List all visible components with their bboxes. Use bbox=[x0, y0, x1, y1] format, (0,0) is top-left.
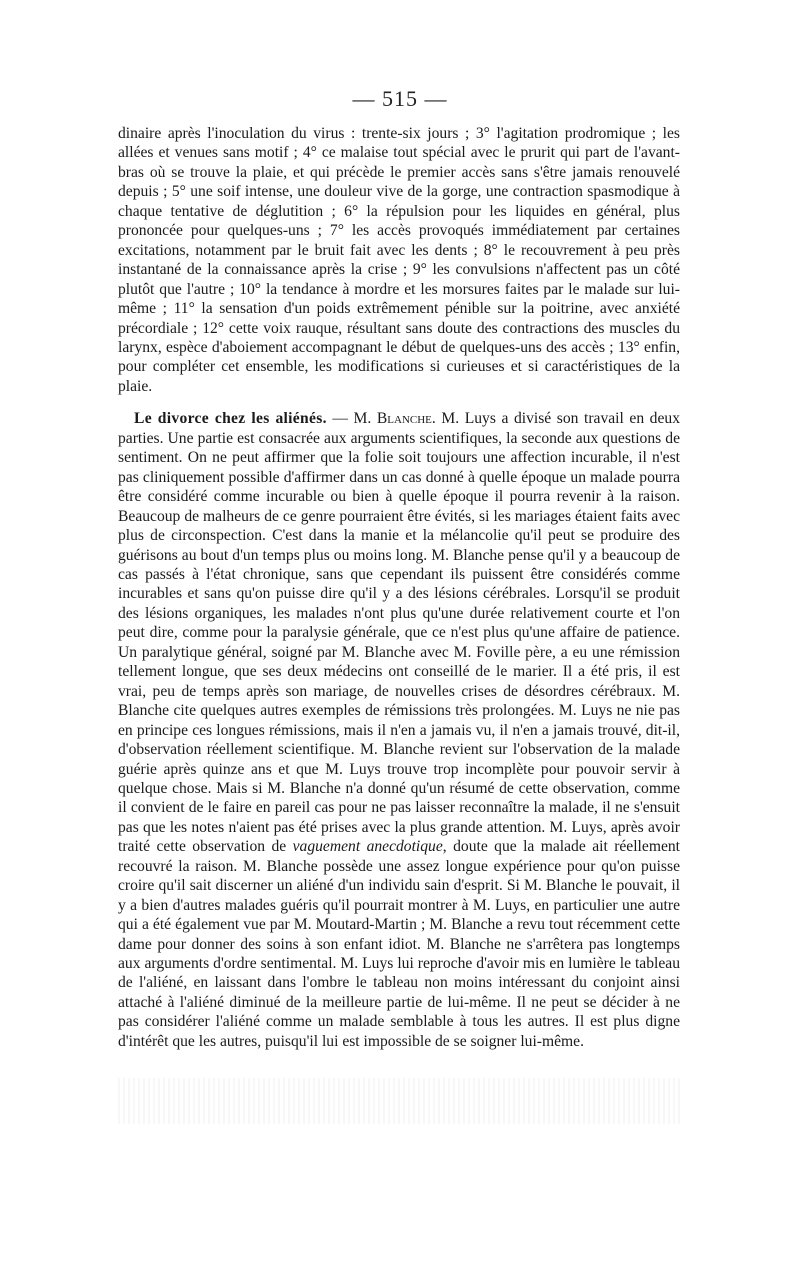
italic-phrase: vaguement anecdotique bbox=[292, 838, 443, 856]
show-through-texture bbox=[118, 1078, 680, 1124]
section-title: Le divorce chez les aliénés. bbox=[134, 410, 327, 428]
paragraph-text-part1: . M. Luys a divisé son travail en deux parties. Une partie est consacrée aux arguments scientifiques, la seconde aux questions de sentiment. On ne peut affirmer que la folie soit toujours une affection incurable, il n'est pas cliniquement possible d'affirmer dans un cas donné à quelle époque un malade pourra être considéré comme incurable ou bien à quelle époque il pourra revenir à la raison. Beaucoup de malheurs de ce genre pourraient être évités, si les mariages étaient faits avec plus de circonspection. C'est dans la manie et la mélancolie qu'il peut se produire des guérisons au bout d'un temps plus ou moins long. M. Blanche pense qu'il y a beaucoup de cas passés à l'état chronique, sans que cependant ils puissent être considérés comme incurables et sans qu'on puisse dire qu'il y a des lésions cérébrales. Lorsqu'il se produit des lésions organiques, les malades n'ont plus qu'une durée relativement courte et l'on peut dire, comme pour la paralysie générale, que ce n'est plus qu'une affaire de patience. Un paralytique général, soigné par M. Blanche avec M. Foville père, a eu une rémission tellement longue, que ses deux médecins ont conseillé de le marier. Il a été pris, il est vrai, peu de temps après son mariage, de nouvelles crises de désordres cérébraux. M. Blanche cite quelques autres exemples de rémissions très prolongées. M. Luys ne nie pas en principe ces longues rémissions, mais il n'en a jamais vu, il n'en a jamais trouvé, dit-il, d'observation réellement scientifique. M. Blanche revient sur l'observation de la malade guérie après quinze ans et que M. Luys trouve trop incomplète pour pouvoir servir à quelque chose. Mais si M. Blanche n'a donné qu'un résumé de cette observation, comme il convient de le faire en pareil cas pour ne pas laisser reconnaître la malade, il ne s'ensuit pas que les notes n'aient pas été prises avec la plus grande attention. M. Luys, après avoir traité cette observation de bbox=[118, 410, 680, 856]
paragraph-divorce bbox=[118, 409, 680, 1051]
body-text bbox=[118, 124, 680, 1051]
speaker-name: Blanche bbox=[376, 410, 432, 428]
page-number: — 515 — bbox=[352, 86, 448, 111]
section-dash: — M. bbox=[326, 410, 377, 428]
paragraph-text-part2: , doute que la malade ait réellement recouvré la raison. M. Blanche possède une assez longue expérience pour qu'on puisse croire qu'il sait discerner un aliéné d'un individu sain d'esprit. Si M. Blanche le pouvait, il y a bien d'autres malades guéris qu'il pourrait montrer à M. Luys, en particulier une autre qui a été également vue par M. Moutard-Martin ; M. Blanche a revu tout récemment cette dame pour donner des soins à son enfant idiot. M. Blanche ne s'arrêtera pas longtemps aux arguments d'ordre sentimental. M. Luys lui reproche d'avoir mis en lumière le tableau de l'aliéné, en laissant dans l'ombre le tableau non moins intéressant du conjoint ainsi attaché à l'aliéné diminué de la meilleure partie de lui-même. Il ne peut se décider à ne pas considérer l'aliéné comme un malade semblable à tous les autres. Il est plus digne d'intérêt que les autres, puisqu'il lui est impossible de se soigner lui-même. bbox=[118, 838, 680, 1050]
paragraph-symptoms: dinaire après l'inoculation du virus : trente-six jours ; 3° l'agitation prodromique ; les allées et venues sans motif ; 4° ce malaise tout spécial avec le prurit qui part de l'avant-bras où se trouve la plaie, et qui précède le premier accès sans s'être jamais renouvelé depuis ; 5° une soif intense, une douleur vive de la gorge, une contraction spasmodique à chaque tentative de déglutition ; 6° la répulsion pour les liquides en général, plus prononcée pour quelques-uns ; 7° les accès provoqués immédiatement par certaines excitations, notamment par le bruit fait avec les dents ; 8° le recouvrement à peu près instantané de la connaissance après la crise ; 9° les convulsions n'affectent pas un côté plutôt que l'autre ; 10° la tendance à mordre et les morsures faites par le malade sur lui-même ; 11° la sensation d'un poids extrêmement pénible sur la poitrine, avec anxiété précordiale ; 12° cette voix rauque, résultant sans doute des contractions des muscles du larynx, espèce d'aboiement accompagnant le début de quelques-uns des accès ; 13° enfin, pour compléter cet ensemble, les modifications si curieuses et si caractéristiques de la plaie. bbox=[118, 125, 680, 395]
